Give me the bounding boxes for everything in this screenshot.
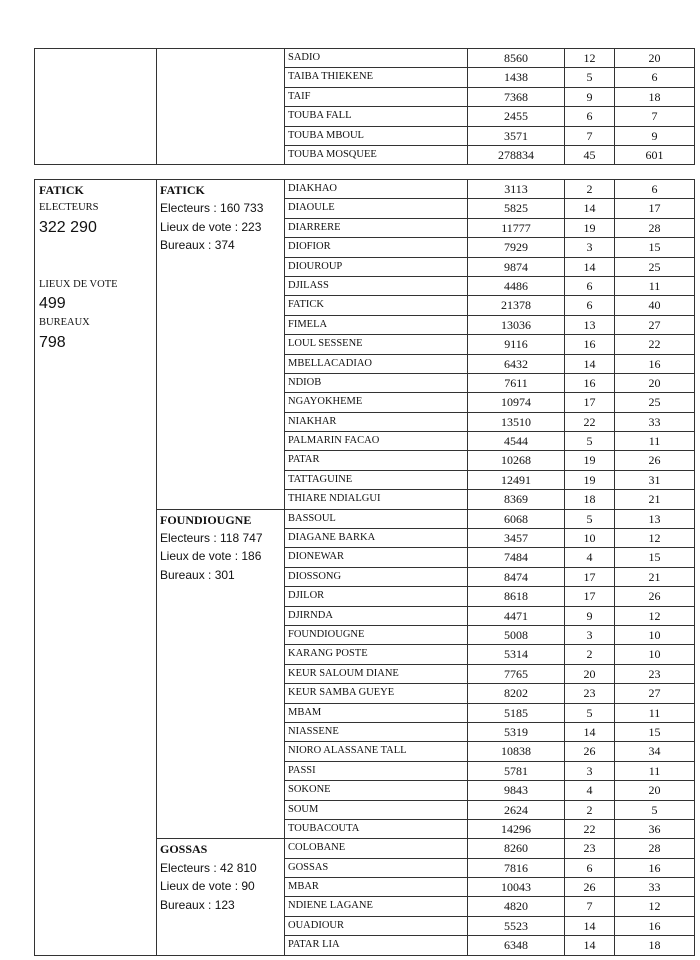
- polling-stations-count: 601: [645, 147, 664, 162]
- polling-stations-count: 26: [648, 453, 661, 468]
- voters-count: 5314: [504, 647, 528, 662]
- polling-places-count: 19: [583, 220, 596, 235]
- polling-stations-count: 27: [648, 317, 661, 332]
- voters-count: 13510: [501, 414, 531, 429]
- department-name: FOUNDIOUGNE: [160, 512, 252, 527]
- polling-places-count: 22: [583, 821, 596, 836]
- polling-stations-count: 15: [648, 550, 661, 565]
- polling-places-count: 14: [583, 259, 596, 274]
- polling-stations-count: 20: [648, 375, 661, 390]
- commune-name: NIAKHAR: [288, 415, 337, 427]
- voters-count: 7765: [504, 666, 528, 681]
- polling-places-count: 17: [583, 569, 596, 584]
- region-bureaux-label: BUREAUX: [39, 317, 90, 329]
- commune-name: TOUBACOUTA: [288, 822, 360, 834]
- voters-count: 21378: [501, 298, 531, 313]
- department-bureaux: Bureaux : 301: [160, 567, 235, 582]
- polling-stations-count: 11: [648, 705, 661, 720]
- region-cell-empty: [35, 49, 157, 165]
- polling-places-count: 6: [586, 278, 593, 293]
- department-electeurs: Electeurs : 118 747: [160, 531, 263, 546]
- voters-count: 1438: [504, 70, 528, 85]
- polling-places-count: 2: [586, 182, 593, 196]
- commune-name: FIMELA: [288, 318, 328, 330]
- voters-count: 7368: [504, 89, 528, 104]
- voters-count: 9874: [504, 259, 528, 274]
- department-name: GOSSAS: [160, 842, 208, 857]
- commune-name: NGAYOKHEME: [288, 396, 363, 408]
- polling-stations-count: 21: [648, 492, 661, 507]
- region-bureaux-value: 798: [39, 333, 66, 351]
- polling-places-count: 26: [583, 880, 596, 895]
- polling-places-count: 18: [583, 492, 596, 507]
- voters-count: 10268: [501, 453, 531, 468]
- commune-name: TAIF: [288, 90, 311, 102]
- polling-places-count: 6: [586, 860, 593, 875]
- voters-count: 10043: [501, 880, 531, 895]
- polling-stations-count: 15: [648, 724, 661, 739]
- commune-name: SADIO: [288, 52, 321, 63]
- voters-count: 10838: [501, 744, 531, 759]
- commune-name: DIOUROUP: [288, 260, 343, 272]
- polling-stations-count: 6: [651, 182, 658, 196]
- voters-count: 13036: [501, 317, 531, 332]
- commune-name: DIAGANE BARKA: [288, 532, 376, 544]
- commune-name: FOUNDIOUGNE: [288, 628, 365, 640]
- polling-stations-count: 9: [651, 128, 658, 143]
- commune-name: KEUR SALOUM DIANE: [288, 667, 399, 679]
- polling-stations-count: 5: [651, 802, 658, 817]
- polling-stations-count: 25: [648, 395, 661, 410]
- polling-places-count: 3: [586, 240, 593, 255]
- department-bureaux: Bureaux : 374: [160, 238, 235, 253]
- polling-places-count: 12: [583, 51, 596, 65]
- department-cell: [157, 180, 285, 510]
- department-lieux: Lieux de vote : 90: [160, 879, 255, 894]
- commune-name: DJILASS: [288, 279, 329, 291]
- polling-places-count: 4: [586, 783, 593, 798]
- polling-stations-count: 27: [648, 686, 661, 701]
- polling-stations-count: 22: [648, 337, 661, 352]
- table-row: [35, 180, 695, 199]
- polling-stations-count: 12: [648, 608, 661, 623]
- polling-places-count: 7: [586, 899, 593, 914]
- voters-count: 3571: [504, 128, 528, 143]
- commune-name: OUADIOUR: [288, 919, 344, 931]
- commune-name: DIOSSONG: [288, 570, 342, 582]
- commune-name: DIONEWAR: [288, 551, 344, 563]
- polling-places-count: 6: [586, 109, 593, 124]
- voters-count: 6348: [504, 938, 528, 953]
- polling-places-count: 14: [583, 201, 596, 216]
- voters-count: 6432: [504, 356, 528, 371]
- polling-stations-count: 11: [648, 434, 661, 449]
- voters-count: 12491: [501, 472, 531, 487]
- commune-name: DIOFIOR: [288, 241, 331, 253]
- polling-places-count: 2: [586, 647, 593, 662]
- polling-places-count: 5: [586, 705, 593, 720]
- polling-places-count: 16: [583, 337, 596, 352]
- polling-stations-count: 16: [648, 356, 661, 371]
- polling-stations-count: 7: [651, 109, 658, 124]
- commune-name: TAIBA THIEKENE: [288, 71, 373, 83]
- region-name: FATICK: [39, 183, 84, 197]
- polling-stations-count: 10: [648, 647, 661, 662]
- voters-count: 8618: [504, 589, 528, 604]
- department-bureaux: Bureaux : 123: [160, 897, 235, 912]
- commune-name: NDIENE LAGANE: [288, 900, 373, 912]
- polling-stations-count: 26: [648, 589, 661, 604]
- region-electeurs-value: 322 290: [39, 218, 97, 236]
- polling-stations-count: 6: [651, 70, 658, 85]
- voters-count: 5319: [504, 724, 528, 739]
- commune-name: TOUBA MOSQUEE: [288, 148, 377, 160]
- voters-count: 4544: [504, 434, 528, 449]
- voters-count: 6068: [504, 511, 528, 526]
- polling-places-count: 7: [586, 128, 593, 143]
- commune-name: DIARRERE: [288, 221, 341, 233]
- commune-name: DJILOR: [288, 590, 325, 602]
- polling-stations-count: 13: [648, 511, 661, 526]
- polling-places-count: 17: [583, 395, 596, 410]
- voters-count: 5825: [504, 201, 528, 216]
- polling-places-count: 6: [586, 298, 593, 313]
- voters-count: 14296: [501, 821, 531, 836]
- polling-stations-count: 31: [648, 472, 661, 487]
- region-cell: [35, 180, 157, 956]
- polling-stations-count: 11: [648, 763, 661, 778]
- voters-count: 3113: [504, 182, 528, 196]
- voters-count: 7484: [504, 550, 528, 565]
- polling-places-count: 23: [583, 841, 596, 856]
- department-summary: [160, 840, 257, 914]
- commune-name: PATAR LIA: [288, 939, 340, 951]
- voters-count: 2624: [504, 802, 528, 817]
- voters-count: 278834: [498, 147, 534, 162]
- polling-stations-count: 16: [648, 860, 661, 875]
- polling-stations-count: 15: [648, 240, 661, 255]
- department-cell: [157, 509, 285, 839]
- commune-name: MBAR: [288, 881, 319, 893]
- polling-places-count: 3: [586, 627, 593, 642]
- polling-stations-count: 20: [648, 51, 661, 65]
- commune-name: COLOBANE: [288, 842, 346, 854]
- commune-name: NIASSENE: [288, 725, 339, 737]
- commune-name: DIAOULE: [288, 202, 335, 214]
- department-name: FATICK: [160, 183, 205, 197]
- polling-stations-count: 25: [648, 259, 661, 274]
- polling-stations-count: 16: [648, 918, 661, 933]
- commune-name: TOUBA FALL: [288, 110, 352, 122]
- polling-places-count: 9: [586, 89, 593, 104]
- commune-name: MBELLACADIAO: [288, 357, 372, 369]
- voters-count: 3457: [504, 531, 528, 546]
- commune-name: MBAM: [288, 706, 322, 718]
- voters-count: 4486: [504, 278, 528, 293]
- commune-name: TATTAGUINE: [288, 473, 353, 485]
- continued-table: [34, 48, 695, 165]
- voters-count: 4471: [504, 608, 528, 623]
- voters-count: 4820: [504, 899, 528, 914]
- voters-count: 7929: [504, 240, 528, 255]
- voters-count: 8202: [504, 686, 528, 701]
- voters-count: 5185: [504, 705, 528, 720]
- polling-stations-count: 20: [648, 783, 661, 798]
- department-lieux: Lieux de vote : 223: [160, 219, 262, 234]
- polling-places-count: 2: [586, 802, 593, 817]
- region-summary: [39, 181, 118, 353]
- polling-places-count: 17: [583, 589, 596, 604]
- commune-name: THIARE NDIALGUI: [288, 493, 381, 505]
- commune-name: LOUL SESSENE: [288, 338, 363, 350]
- voters-count: 9116: [504, 337, 528, 352]
- polling-stations-count: 11: [648, 278, 661, 293]
- commune-name: DJIRNDA: [288, 609, 333, 621]
- polling-places-count: 16: [583, 375, 596, 390]
- polling-places-count: 26: [583, 744, 596, 759]
- commune-name: NIORO ALASSANE TALL: [288, 745, 407, 757]
- polling-places-count: 9: [586, 608, 593, 623]
- commune-name: DIAKHAO: [288, 183, 337, 194]
- polling-places-count: 45: [583, 147, 596, 162]
- commune-name: KARANG POSTE: [288, 648, 368, 660]
- voters-count: 7816: [504, 860, 528, 875]
- polling-places-count: 10: [583, 531, 596, 546]
- commune-name: PASSI: [288, 764, 316, 776]
- polling-places-count: 23: [583, 686, 596, 701]
- department-cell-empty: [157, 49, 285, 165]
- commune-name: GOSSAS: [288, 861, 329, 873]
- polling-stations-count: 28: [648, 841, 661, 856]
- commune-name: TOUBA MBOUL: [288, 129, 364, 141]
- polling-stations-count: 36: [648, 821, 661, 836]
- polling-places-count: 4: [586, 550, 593, 565]
- voters-count: 8560: [504, 51, 528, 65]
- commune-name: BASSOUL: [288, 512, 336, 524]
- department-electeurs: Electeurs : 42 810: [160, 860, 257, 875]
- voters-count: 10974: [501, 395, 531, 410]
- voters-count: 8474: [504, 569, 528, 584]
- department-cell: [157, 839, 285, 955]
- fatick-region-table: [34, 179, 695, 956]
- polling-stations-count: 34: [648, 744, 661, 759]
- polling-places-count: 13: [583, 317, 596, 332]
- commune-name: PATAR: [288, 454, 320, 466]
- voters-count: 5523: [504, 918, 528, 933]
- polling-stations-count: 40: [648, 298, 661, 313]
- polling-places-count: 3: [586, 763, 593, 778]
- polling-stations-count: 23: [648, 666, 661, 681]
- region-lieux-value: 499: [39, 295, 66, 313]
- voters-count: 11777: [501, 220, 531, 235]
- polling-stations-count: 21: [648, 569, 661, 584]
- department-summary: [160, 181, 263, 255]
- voters-count: 5008: [504, 627, 528, 642]
- voters-count: 9843: [504, 783, 528, 798]
- department-electeurs: Electeurs : 160 733: [160, 201, 264, 216]
- department-lieux: Lieux de vote : 186: [160, 549, 262, 564]
- polling-stations-count: 12: [648, 899, 661, 914]
- table-row: [35, 49, 695, 68]
- polling-stations-count: 12: [648, 531, 661, 546]
- department-summary: [160, 511, 263, 585]
- polling-places-count: 14: [583, 918, 596, 933]
- polling-stations-count: 18: [648, 938, 661, 953]
- commune-name: KEUR SAMBA GUEYE: [288, 687, 395, 699]
- polling-stations-count: 33: [648, 880, 661, 895]
- commune-name: SOKONE: [288, 784, 331, 796]
- polling-places-count: 5: [586, 511, 593, 526]
- polling-places-count: 19: [583, 453, 596, 468]
- region-lieux-label: LIEUX DE VOTE: [39, 278, 118, 290]
- region-electeurs-label: ELECTEURS: [39, 202, 99, 214]
- commune-name: PALMARIN FACAO: [288, 435, 380, 447]
- polling-stations-count: 10: [648, 627, 661, 642]
- voters-count: 8369: [504, 492, 528, 507]
- polling-stations-count: 33: [648, 414, 661, 429]
- polling-places-count: 19: [583, 472, 596, 487]
- commune-name: SOUM: [288, 803, 319, 815]
- voters-count: 2455: [504, 109, 528, 124]
- voters-count: 8260: [504, 841, 528, 856]
- polling-places-count: 22: [583, 414, 596, 429]
- polling-places-count: 5: [586, 70, 593, 85]
- polling-places-count: 14: [583, 724, 596, 739]
- polling-stations-count: 18: [648, 89, 661, 104]
- polling-places-count: 5: [586, 434, 593, 449]
- voters-count: 7611: [504, 375, 528, 390]
- voters-count: 5781: [504, 763, 528, 778]
- polling-stations-count: 28: [648, 220, 661, 235]
- polling-places-count: 14: [583, 356, 596, 371]
- polling-places-count: 14: [583, 938, 596, 953]
- commune-name: NDIOB: [288, 376, 322, 388]
- commune-name: FATICK: [288, 299, 324, 311]
- polling-stations-count: 17: [648, 201, 661, 216]
- polling-places-count: 20: [583, 666, 596, 681]
